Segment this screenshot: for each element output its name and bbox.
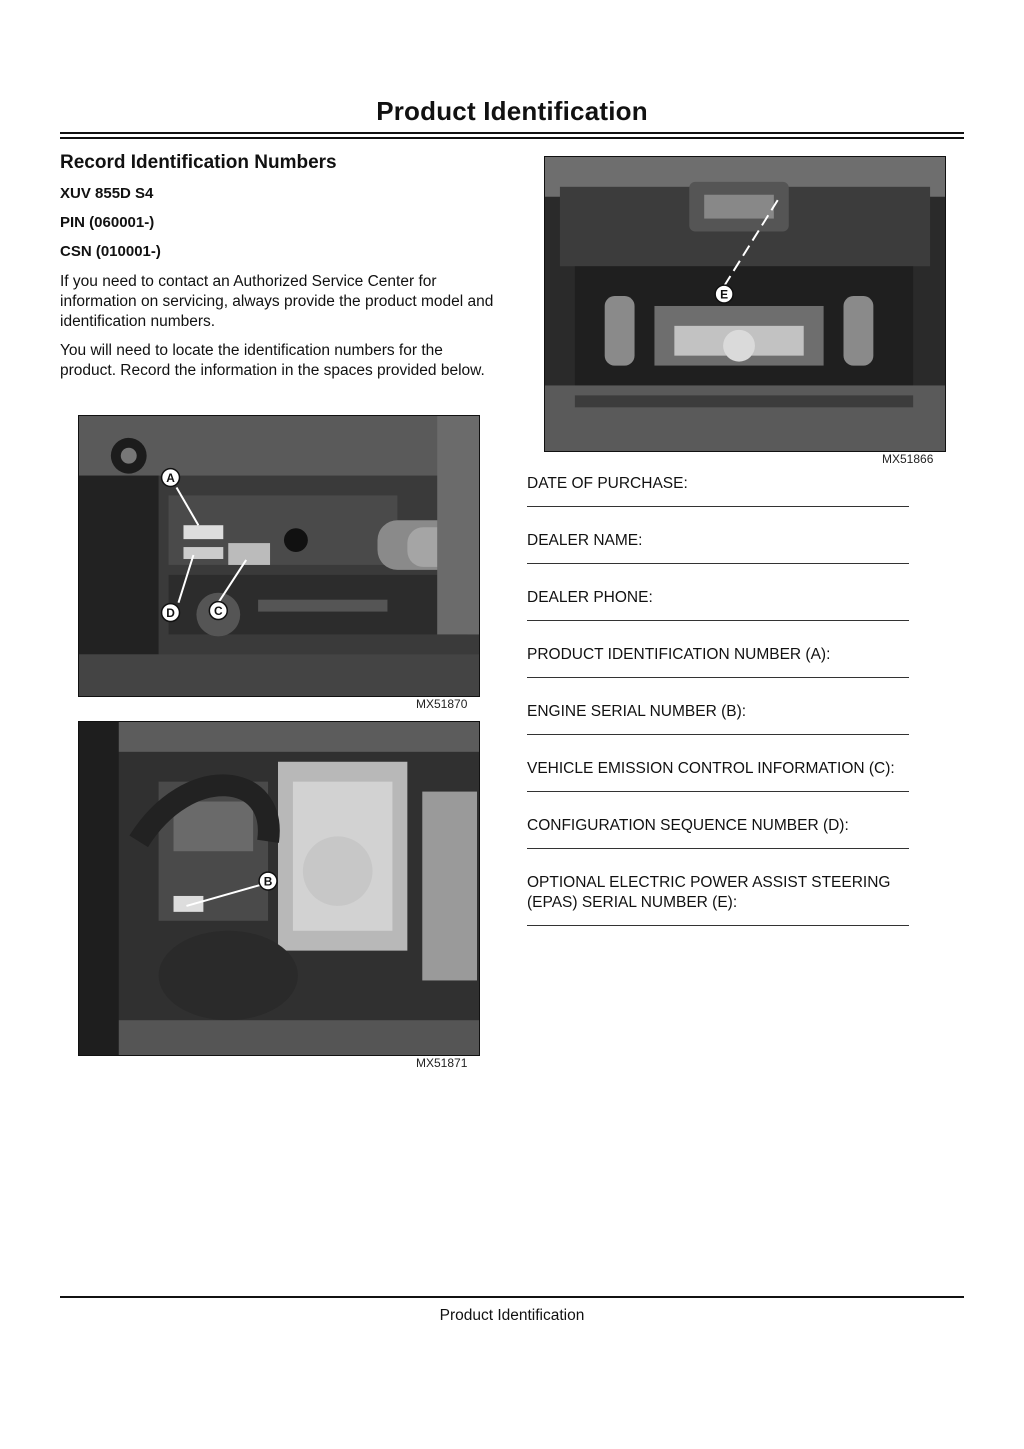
form-row-epas-serial — [527, 873, 947, 953]
form-label: VEHICLE EMISSION CONTROL INFORMATION (C): — [527, 760, 895, 777]
write-in-line — [527, 506, 909, 507]
title-rule-double — [60, 137, 964, 139]
figure-code-3: MX51866 — [882, 452, 934, 466]
form-row-emission-info — [527, 759, 947, 816]
write-in-line — [527, 620, 909, 621]
form-row-dealer-name — [527, 531, 947, 588]
form-label: CONFIGURATION SEQUENCE NUMBER (D): — [527, 817, 849, 834]
footer-title: Product Identification — [439, 1307, 585, 1324]
pin-range: PIN (060001-) — [60, 214, 155, 231]
intro-paragraph-1: If you need to contact an Authorized Service Center for information on servicing, always provide the product model and identification numbers. — [60, 273, 494, 330]
form-label: DEALER PHONE: — [527, 589, 653, 606]
svg-text:A: A — [166, 471, 175, 486]
form-row-engine-serial — [527, 702, 947, 759]
write-in-line — [527, 563, 909, 564]
intro-column — [60, 150, 500, 390]
model-name: XUV 855D S4 — [60, 185, 154, 202]
figure-code-1: MX51870 — [416, 697, 468, 711]
form-label-line-1: OPTIONAL ELECTRIC POWER ASSIST STEERING — [527, 874, 891, 891]
csn-range: CSN (010001-) — [60, 243, 161, 260]
figure-frame-labels-photo — [78, 415, 480, 697]
figure-epas-photo — [544, 156, 946, 452]
write-in-line — [527, 848, 909, 849]
form-row-dealer-phone — [527, 588, 947, 645]
intro-paragraph-2: You will need to locate the identification numbers for the product. Record the information in the spaces provided below. — [60, 342, 485, 379]
write-in-line — [527, 677, 909, 678]
write-in-line — [527, 734, 909, 735]
form-label: DATE OF PURCHASE: — [527, 475, 688, 492]
svg-text:B: B — [263, 874, 273, 889]
svg-text:E: E — [720, 287, 729, 302]
form-label: DEALER NAME: — [527, 532, 643, 549]
form-row-pin — [527, 645, 947, 702]
form-row-date-of-purchase — [527, 474, 947, 531]
form-label: PRODUCT IDENTIFICATION NUMBER (A): — [527, 646, 831, 663]
page-title: Product Identification — [376, 96, 648, 126]
form-label: ENGINE SERIAL NUMBER (B): — [527, 703, 747, 720]
form-label-line-2: (EPAS) SERIAL NUMBER (E): — [527, 894, 738, 911]
title-rule — [60, 132, 964, 134]
footer-rule — [60, 1296, 964, 1298]
figure-engine-photo — [78, 721, 480, 1056]
form-row-csn — [527, 816, 947, 873]
figure-code-2: MX51871 — [416, 1056, 468, 1070]
svg-text:D: D — [166, 606, 175, 621]
write-in-line — [527, 925, 909, 926]
identification-record-form — [527, 474, 947, 953]
section-heading: Record Identification Numbers — [60, 152, 337, 173]
svg-text:C: C — [213, 604, 223, 619]
write-in-line — [527, 791, 909, 792]
